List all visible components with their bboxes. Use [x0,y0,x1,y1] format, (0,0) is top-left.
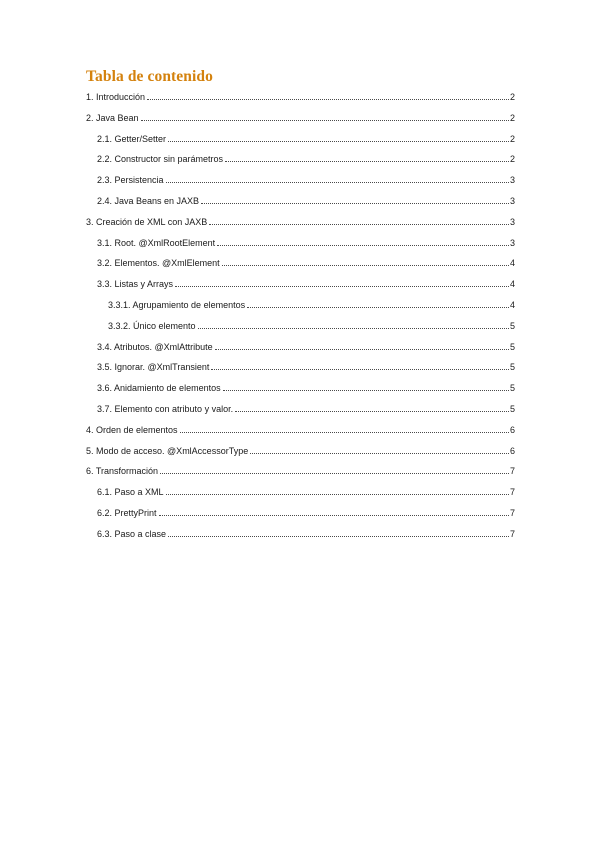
toc-entry[interactable] [86,237,515,258]
toc-dot-leader [180,431,509,433]
toc-dot-leader [215,348,509,350]
toc-entry-label[interactable]: 3.2. Elementos. @XmlElement [97,258,220,269]
toc-dot-leader [225,160,509,162]
toc-entry[interactable] [86,486,515,507]
toc-entry[interactable] [86,403,515,424]
toc-entry-page-number[interactable]: 2 [509,133,515,144]
toc-entry-page-number[interactable]: 7 [509,528,515,539]
toc-entry-label[interactable]: 3.4. Atributos. @XmlAttribute [97,341,213,352]
toc-entry-label[interactable]: 5. Modo de acceso. @XmlAccessorType [86,445,249,456]
toc-entry[interactable] [86,361,515,382]
toc-entry[interactable] [86,91,515,112]
toc-entry-page-number[interactable]: 3 [509,237,515,248]
toc-entry-page-number[interactable]: 4 [509,299,515,310]
toc-entry[interactable] [86,195,515,216]
toc-entry[interactable] [86,278,515,299]
toc-dot-leader [160,472,509,474]
toc-entry-page-number[interactable]: 2 [509,154,515,165]
toc-entry-label[interactable]: 3.3.2. Único elemento [108,320,196,331]
toc-dot-leader [222,264,509,266]
toc-dot-leader [147,98,509,100]
toc-entry-label[interactable]: 3. Creación de XML con JAXB [86,216,208,227]
toc-entry-page-number[interactable]: 5 [509,362,515,373]
toc-dot-leader [175,285,509,287]
toc-entry[interactable] [86,216,515,237]
toc-entry-page-number[interactable]: 4 [509,258,515,269]
toc-dot-leader [159,514,509,516]
toc-entry-label[interactable]: 3.5. Ignorar. @XmlTransient [97,362,210,373]
toc-entry-page-number[interactable]: 5 [509,383,515,394]
toc-entry-page-number[interactable]: 6 [509,445,515,456]
toc-entry-label[interactable]: 3.3.1. Agrupamiento de elementos [108,299,246,310]
toc-entry[interactable] [86,133,515,154]
toc-dot-leader [201,202,509,204]
toc-entry-page-number[interactable]: 7 [509,487,515,498]
toc-entry-page-number[interactable]: 2 [509,112,515,123]
toc-entry[interactable] [86,465,515,486]
toc-entry[interactable] [86,424,515,445]
toc-entry-page-number[interactable]: 3 [509,175,515,186]
toc-dot-leader [166,493,509,495]
toc-entry-label[interactable]: 6.2. PrettyPrint [97,507,157,518]
toc-dot-leader [141,119,509,121]
toc-dot-leader [217,244,509,246]
toc-entry-label[interactable]: 1. Introducción [86,92,146,102]
toc-dot-leader [223,389,509,391]
toc-entry[interactable] [86,112,515,133]
toc-dot-leader [235,410,509,412]
toc-entry-label[interactable]: 2.3. Persistencia [97,175,164,186]
toc-entry-page-number[interactable]: 5 [509,320,515,331]
toc-entry-page-number[interactable]: 7 [509,466,515,477]
toc-entry[interactable] [86,341,515,362]
toc-entry-label[interactable]: 6.3. Paso a clase [97,528,167,539]
toc-entry-label[interactable]: 2.1. Getter/Setter [97,133,167,144]
toc-dot-leader [211,368,509,370]
toc-entry[interactable] [86,174,515,195]
toc-entry[interactable] [86,257,515,278]
toc-entry-page-number[interactable]: 7 [509,507,515,518]
toc-entry[interactable] [86,382,515,403]
toc-entry-label[interactable]: 3.3. Listas y Arrays [97,279,174,290]
toc-entry[interactable] [86,320,515,341]
toc-list [86,91,515,549]
toc-entry-page-number[interactable]: 3 [509,195,515,206]
toc-dot-leader [250,452,509,454]
toc-entry-page-number[interactable]: 4 [509,279,515,290]
toc-entry-label[interactable]: 2. Java Bean [86,112,139,123]
toc-entry[interactable] [86,299,515,320]
toc-entry-label[interactable]: 3.7. Elemento con atributo y valor. [97,403,234,414]
toc-entry-label[interactable]: 2.4. Java Beans en JAXB [97,195,200,206]
toc-entry-label[interactable]: 4. Orden de elementos [86,424,178,435]
toc-entry-page-number[interactable]: 5 [509,403,515,414]
toc-entry-page-number[interactable]: 5 [509,341,515,352]
toc-entry[interactable] [86,507,515,528]
toc-dot-leader [168,535,509,537]
toc-dot-leader [209,223,509,225]
toc-entry-label[interactable]: 6. Transformación [86,466,159,477]
toc-entry-page-number[interactable]: 2 [509,92,515,102]
toc-entry-page-number[interactable]: 3 [509,216,515,227]
toc-dot-leader [198,327,509,329]
toc-entry-label[interactable]: 3.1. Root. @XmlRootElement [97,237,216,248]
toc-entry-label[interactable]: 2.2. Constructor sin parámetros [97,154,224,165]
toc-entry-label[interactable]: 3.6. Anidamiento de elementos [97,383,221,394]
toc-entry[interactable] [86,153,515,174]
toc-entry[interactable] [86,445,515,466]
toc-entry-label[interactable]: 6.1. Paso a XML [97,487,164,498]
toc-dot-leader [168,140,509,142]
toc-entry[interactable] [86,528,515,549]
toc-dot-leader [166,181,509,183]
toc-dot-leader [247,306,509,308]
toc-entry-page-number[interactable]: 6 [509,424,515,435]
toc-title: Tabla de contenido [86,68,213,85]
